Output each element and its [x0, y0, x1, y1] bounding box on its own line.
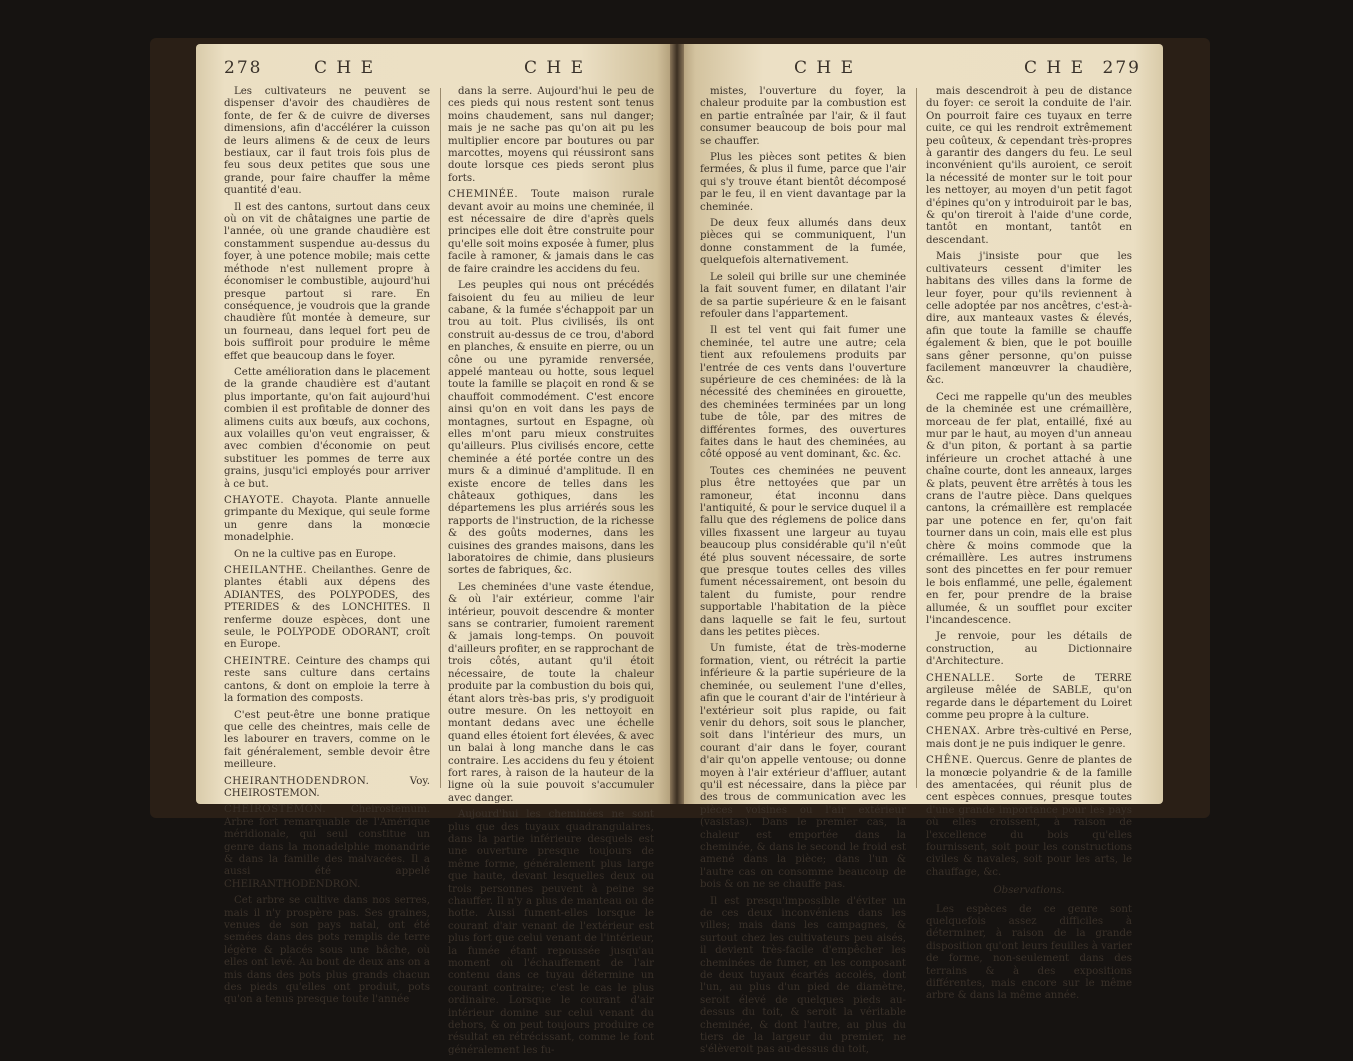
running-head: C H E: [1024, 58, 1086, 78]
paragraph-text: mais descendroit à peu de distance du foyer: ce seroit la conduite de l'air. On pourroit faire ces tuyaux en terre cuite, ce qui les rendroit extrêmement peu coûteux, & cependant très-propres à garantir des dangers du feu. Le seul inconvénient qu'ils auroient, ce seroit la nécessité de monter sur le toit pour les nettoyer, au moyen d'un petit fagot d'épines qu'on y introduiroit par le bas, & qu'on tireroit à l'aide d'une corde, tantôt en montant, tantôt en descendant.: [926, 86, 1132, 246]
body-paragraph: [700, 272, 906, 322]
body-paragraph: [700, 643, 906, 891]
paragraph-text: dans la serre. Aujourd'hui le peu de ces pieds qui nous restent sont tenus moins chaudement, sans nul danger; mais je ne sache pas qu'on ait pu les multiplier encore par boutures ou par marcottes, moyens qui réussiront sans doute lorsque ces pieds seront plus forts.: [448, 86, 654, 184]
dictionary-entry: [926, 673, 1132, 723]
paragraph-text: Cheilanthes. Genre de plantes établi aux dépens des ADIANTES, des POLYPODES, des PTERIDES & des LONCHITES. Il renferme douze espèces, dont une seule, le POLYPODE ODORANT, croît en Europe.: [224, 565, 430, 651]
text-column: [926, 86, 1132, 1007]
dictionary-entry: [926, 726, 1132, 751]
paragraph-text: Cheirostemum. Arbre fort remarquable de l'Amérique méridionale, qui seul constitue un genre dans la monadelphie monandrie & dans la famille des malvacées. Il a aussi été appelé CHEIRANTHODENDRON.: [224, 804, 430, 890]
paragraph-text: Plus les pièces sont petites & bien fermées, & plus il fume, parce que l'air qui s'y trouve étant bientôt décomposé par le feu, il en vient davantage par la cheminée.: [700, 152, 906, 213]
body-paragraph: [448, 809, 654, 1057]
dictionary-entry: [926, 755, 1132, 879]
paragraph-text: Il est presqu'impossible d'éviter un de ces deux inconvéniens dans les villes; mais dans les campagnes, & surtout chez les cultivateurs peu aisés, il devient très-facile d'empêcher les cheminées de fumer, en les composant de deux tuyaux écartés accolés, dont l'un, au plus d'un pied de diamètre, seroit élevé de quelques pieds au-dessus du toit, & seroit la véritable cheminée, & dont l'autre, au plus du tiers de la largeur du premier, ne s'élèveroit pas au-dessus du toit,: [700, 895, 906, 1056]
paragraph-text: Toutes ces cheminées ne peuvent plus être nettoyées que par un ramoneur, état inconnu dans l'antiquité, & pour le service duquel il a fallu que des réglemens de police dans villes fixassent une largeur au tuyau beaucoup plus considérable qu'il n'eût été plus souvent nécessaire, de sorte que presque toutes celles des villes fument nécessairement, ont besoin du talent du fumiste, pour rendre supportable l'habitation de la pièce dans laquelle se fait le feu, surtout dans les petites pièces.: [700, 465, 906, 639]
text-column: [224, 86, 430, 1011]
body-paragraph: [224, 202, 430, 363]
dictionary-entry: [224, 656, 430, 706]
entry-headword: CHÊNE.: [926, 755, 973, 767]
body-paragraph: [224, 895, 430, 1007]
body-paragraph: [700, 466, 906, 640]
paragraph-text: Les cheminées d'une vaste étendue, & où l'air extérieur, comme l'air intérieur, pouvoit descendre & monter sans se contrarier, fumoient rarement & jamais long-temps. On pouvoit d'ailleurs profiter, en se rapprochant de trois côtés, autant qu'il étoit nécessaire, de toute la chaleur produite par la combustion du bois qui, étant alors très-bas pris, s'y prodiguoit outre mesure. On les nettoyoit en montant dedans avec une échelle quand elles étoient fort élevées, & avec un balai à long manche dans le cas contraire. Les accidens du feu y étoient fort rares, à raison de la hauteur de la ligne où la suie pouvoit s'accumuler avec danger.: [448, 581, 654, 804]
entry-headword: CHAYOTE.: [224, 495, 285, 506]
right-page: [676, 44, 1163, 1056]
paragraph-text: Ceinture des champs qui reste sans culture dans certains cantons, & dont on emploie la terre à la formation des composts.: [224, 655, 430, 705]
paragraph-text: Chayota. Plante annuelle grimpante du Mexique, qui seule forme un genre dans la monœcie monadelphie.: [224, 495, 430, 544]
body-paragraph: [700, 218, 906, 268]
paragraph-text: Cet arbre se cultive dans nos serres, mais il n'y prospère pas. Ses graines, venues de son pays natal, ont été semées dans des pots remplis de terre légère & placés sous une bâche, où elles ont levé. Au bout de deux ans on a mis dans des pots plus grands chacun des pieds qu'elles ont produit, pots qu'on a tenus presque toute l'année: [224, 895, 430, 1006]
body-paragraph: [448, 86, 654, 185]
text-column: [448, 86, 654, 1061]
entry-headword: CHEIROSTEMON.: [224, 804, 327, 816]
paragraph-text: Cette amélioration dans le placement de la grande chaudière est d'autant plus importante, qu'on fait aujourd'hui combien il est profitable de donner des alimens cuits aux bœufs, aux cochons, aux volailles qu'on veut engraisser, & avec combien d'économie on peut substituer les pommes de terre aux grains, jusqu'ici employés pour arriver à ce but.: [224, 366, 430, 490]
column-rule: [916, 88, 917, 788]
body-paragraph: [926, 251, 1132, 387]
left-page: [196, 44, 676, 1056]
body-paragraph: [700, 896, 906, 1057]
paragraph-text: Il est tel vent qui fait fumer une cheminée, tel autre une autre; cela tient aux refoulemens produits par l'entrée de ces vents dans l'ouverture supérieure de ces cheminées: de là la nécessité des cheminées en girouette, des cheminées terminées par un long tube de tôle, par des mitres de différentes formes, des ouvertures faites dans le haut des cheminées, au côté opposé au vent dominant, &c. &c.: [700, 325, 906, 461]
entry-headword: CHENAX.: [926, 726, 981, 738]
left-running-header: [224, 58, 654, 84]
paragraph-text: Mais j'insiste pour que les cultivateurs cessent d'imiter les habitans des villes dans la forme de leur foyer, pour qu'ils reviennent à celle adoptée par nos ancêtres, c'est-à-dire, aux manteaux vastes & élevés, afin que toute la famille se chauffe également & bien, que le pot bouille sans gêner personne, qu'on puisse facilement manœuvrer la chaudière, &c.: [926, 251, 1132, 387]
dictionary-entry: [224, 804, 430, 891]
paragraph-text: Sorte de TERRE argileuse mêlée de SABLE, qu'on regarde dans le département du Loiret comme peu propre à la culture.: [926, 672, 1132, 721]
paragraph-text: Il est des cantons, surtout dans ceux où on vit de châtaignes une partie de l'année, où une grande chaudière est constamment suspendue au-dessus du foyer, à une potence mobile; mais cette méthode n'est nullement propre à économiser le combustible, aujourd'hui presque partout si rare. En conséquence, je voudrois que la grande chaudière fût montée à demeure, sur un fourneau, dans lequel fort peu de bois suffiroit pour produire le même effet que beaucoup dans le foyer.: [224, 201, 430, 362]
paragraph-text: Les peuples qui nous ont précédés faisoient du feu au milieu de leur cabane, & la fumée s'échappoit par un trou au toit. Plus civilisés, ils ont construit au-dessus de ce trou, d'abord en planches, & ensuite en pierre, ou un cône ou une pyramide renversée, appelé manteau ou hotte, sous lequel toute la famille se plaçoit en rond & se chauffoit commodément. C'est encore ainsi qu'on en voit dans les pays de montagnes, surtout en Espagne, où elles m'ont paru mieux construites qu'ailleurs. Plus civilisés encore, cette cheminée a été portée contre un des murs & a diminué d'amplitude. Il en existe encore de telles dans les châteaux gothiques, dans les départemens les plus arriérés sous les rapports de l'instruction, de la richesse & des goûts modernes, dans les cuisines des grandes maisons, dans les laboratoires de chimie, dans plusieurs sortes de fabriques, &c.: [448, 280, 654, 577]
paragraph-text: Voy. CHEIROSTEMON.: [224, 775, 430, 799]
book-gutter: [670, 44, 684, 804]
paragraph-text: Les cultivateurs ne peuvent se dispenser d'avoir des chaudières de fonte, de fer & de cuivre de diverses dimensions, afin d'accélérer la cuisson de leurs alimens & de ceux de leurs bestiaux, car il faut trois fois plus de feu sous deux petites que sous une grande, pour faire chauffer la même quantité d'eau.: [224, 86, 430, 197]
body-paragraph: [224, 549, 430, 561]
paragraph-text: Je renvoie, pour les détails de construction, au Dictionnaire d'Architecture.: [926, 631, 1132, 668]
running-head: C H E: [794, 58, 856, 78]
body-paragraph: [224, 367, 430, 491]
column-rule: [440, 88, 441, 788]
paragraph-text: Arbre très-cultivé en Perse, mais dont je ne puis indiquer le genre.: [926, 726, 1132, 750]
section-subheading: Observations.: [993, 885, 1065, 897]
paragraph-text: Toute maison rurale devant avoir au moins une cheminée, il est nécessaire de dire d'après quels principes elle doit être construite pour qu'elle soit moins exposée à fumer, plus facile à ramoner, & jamais dans le cas de faire craindre les accidens du feu.: [448, 189, 654, 275]
body-paragraph: [700, 325, 906, 461]
paragraph-text: Aujourd'hui les cheminées ne sont plus que des tuyaux quadrangulaires, dans la partie inférieure desquels est une ouverture presque toujours de même forme, généralement plus large que haute, devant lesquelles deux ou trois personnes peuvent à peine se chauffer. Il n'y a plus de manteau ou de hotte. Aussi fument-elles lorsque le courant d'air venant de l'extérieur est plus fort que celui venant de l'intérieur, la fumée étant repoussée jusqu'au moment où l'échauffement de l'air contenu dans ce tuyau détermine un courant contraire; c'est le cas le plus ordinaire. Lorsque le courant d'air intérieur domine sur celui venant du dehors, & on peut toujours produire ce résultat en rétrécissant, comme le font généralement les fu-: [448, 809, 654, 1056]
body-paragraph: [448, 582, 654, 805]
running-head: C H E: [524, 58, 586, 78]
body-paragraph: [926, 904, 1132, 1003]
paragraph-text: mistes, l'ouverture du foyer, la chaleur produite par la combustion est en partie entraînée par l'air, & il faut consumer beaucoup de bois pour mal se chauffer.: [700, 86, 906, 147]
entry-headword: CHEIRANTHODENDRON.: [224, 775, 370, 787]
paragraph-text: Quercus. Genre de plantes de la monœcie polyandrie & de la famille des amentacées, qui réunit plus de cent espèces connues, presque toutes d'une grande importance pour les pays où elles croissent, à raison de l'excellence du bois qu'elles fournissent, soit pour les constructions civiles & navales, soit pour les arts, le chauffage, &c.: [926, 755, 1132, 878]
body-paragraph: [224, 86, 430, 198]
entry-headword: CHENALLE.: [926, 672, 996, 684]
body-paragraph: [926, 392, 1132, 628]
entry-headword: CHEINTRE.: [224, 655, 291, 667]
paragraph-text: Un fumiste, état de très-moderne formation, vient, ou rétrécit la partie inférieure & la partie supérieure de la cheminée, ou seulement l'une d'elles, afin que le courant d'air de l'intérieur à l'extérieur soit plus rapide, ou fait venir du dehors, soit sous le plancher, soit dans l'intérieur des murs, un courant d'air dans le foyer, courant d'air qu'on appelle ventouse; ou donne moyen à l'air extérieur d'affluer, autant qu'il est nécessaire, dans la pièce par des trous de communication avec les pièces voisines ou l'air extérieur (vasistas). Dans le premier cas, la chaleur est emportée dans la cheminée, & dans le second le froid est amené dans la pièce; dans l'un & l'autre cas on consomme beaucoup de bois & on ne se chauffe pas.: [700, 643, 906, 891]
body-paragraph: [926, 631, 1132, 668]
page-number-left: 278: [224, 58, 263, 78]
paragraph-text: Ceci me rappelle qu'un des meubles de la cheminée est une crémaillère, morceau de fer plat, entaillé, fixé au mur par le haut, au moyen d'un anneau & d'un piton, & portant à sa partie inférieure un crochet attaché à une chaîne courte, dont les anneaux, larges & plats, peuvent être arrêtés à tous les crans de l'autre pièce. Dans quelques cantons, la crémaillère est remplacée par une potence en fer, qu'on fait tourner dans un coin, mais elle est plus chère & moins commode que la crémaillère. Les autres instrumens sont des pincettes en fer pour remuer le bois enflammé, une pelle, également en fer, pour prendre de la braise allumée, & un soufflet pour exciter l'incandescence.: [926, 391, 1132, 627]
body-paragraph: [448, 280, 654, 578]
body-paragraph: [700, 86, 906, 148]
paragraph-text: Le soleil qui brille sur une cheminée la fait souvent fumer, en dilatant l'air de sa partie supérieure & en le faisant refouler dans l'appartement.: [700, 271, 906, 320]
paragraph-text: De deux feux allumés dans deux pièces qui se communiquent, l'un donne constamment de la fumée, quelquefois alternativement.: [700, 218, 906, 267]
dictionary-entry: [448, 189, 654, 276]
entry-headword: CHEMINÉE.: [448, 189, 519, 201]
paragraph-text: C'est peut-être une bonne pratique que celle des cheintres, mais celle de les labourer en travers, comme on le fait généralement, semble devoir être meilleure.: [224, 709, 430, 771]
body-paragraph: [926, 86, 1132, 247]
running-head: C H E: [314, 58, 376, 78]
right-running-header: [704, 58, 1141, 84]
body-paragraph: [700, 152, 906, 214]
body-paragraph: [224, 710, 430, 772]
paragraph-text: On ne la cultive pas en Europe.: [234, 548, 397, 560]
dictionary-entry: [224, 776, 430, 801]
page-number-right: 279: [1102, 58, 1141, 78]
text-column: [700, 86, 906, 1061]
entry-headword: CHEILANTHE.: [224, 565, 308, 577]
dictionary-entry: [224, 565, 430, 652]
paragraph-text: Les espèces de ce genre sont quelquefois assez difficiles à déterminer, à raison de la grande disposition qu'ont leurs feuilles à varier de forme, non-seulement dans des terrains & à des expositions différentes, mais encore sur le même arbre & dans la même année.: [926, 903, 1132, 1002]
dictionary-entry: [224, 495, 430, 545]
